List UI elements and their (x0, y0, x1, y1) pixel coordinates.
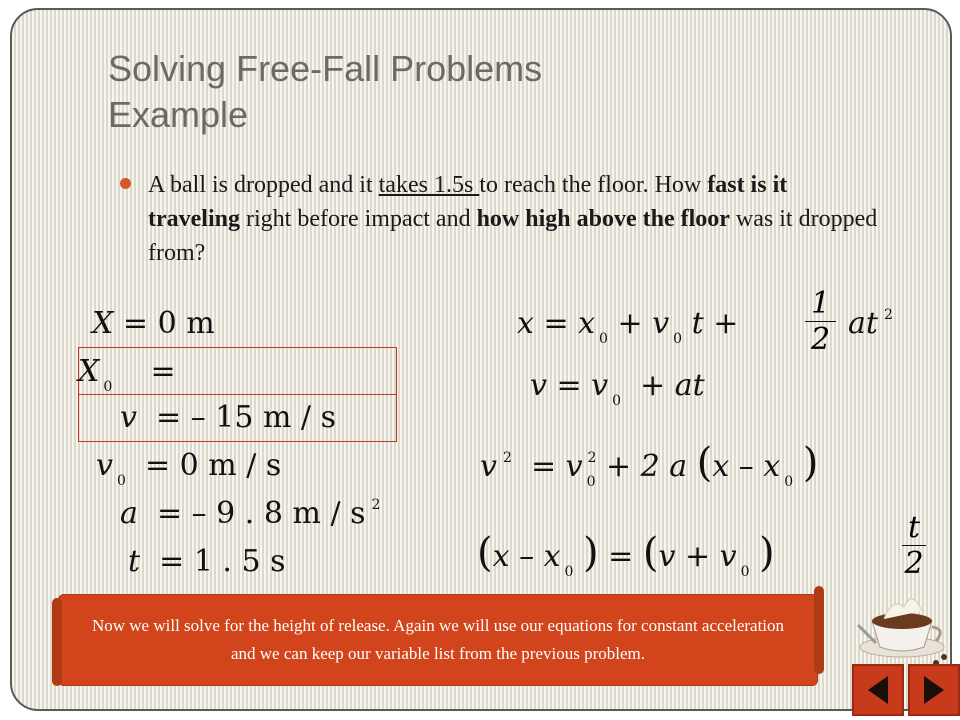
problem-text-part: A ball is dropped and it (148, 172, 379, 198)
equation-position: x = x $_0$ + v $_0$ t + (517, 306, 739, 347)
variable-x: X = 0 m (92, 306, 215, 341)
scroll-curl-right (814, 586, 824, 674)
title-line-2: Example (108, 94, 249, 135)
title-line-1: Solving Free-Fall Problems (108, 48, 543, 89)
equation-half-fraction: $\frac{1}{2}$ (805, 286, 836, 357)
problem-text (148, 168, 878, 270)
equation-t-over-2: $\frac{t}{2}$ (902, 510, 926, 581)
previous-slide-button[interactable] (852, 664, 904, 716)
explanation-scroll (58, 594, 818, 686)
explanation-text: Now we will solve for the height of release. Again we will use our equations for constant acceleration and we can keep our variable list from the previous problem. (91, 616, 785, 663)
problem-text-part: was it dropped from? (148, 206, 878, 266)
variable-x0: X $_0$ = (78, 354, 176, 395)
coffee-cup-icon (852, 585, 952, 670)
equation-displacement: (x – x $_0$ ) = (v + v $_0$ ) (477, 530, 775, 580)
next-arrow-icon (918, 674, 950, 706)
equation-at-squared: at $^2$ (848, 306, 893, 341)
variable-t: t = 1 . 5 s (128, 544, 286, 579)
problem-bold-height: how high above the floor (476, 206, 730, 232)
bullet-dot (120, 178, 131, 189)
problem-time-underlined: takes 1.5s (378, 172, 480, 198)
next-slide-button[interactable] (908, 664, 960, 716)
equation-velocity-squared: v $^2$ = v $_0^2$ + 2 a (x – x $_0$ ) (480, 440, 819, 490)
problem-text-part: to reach the floor. How (479, 172, 708, 198)
scroll-curl-left (52, 598, 62, 686)
slide-title (108, 46, 708, 138)
problem-bold-speed: fast is it traveling (148, 172, 788, 232)
variable-v: v = – 15 m / s (120, 400, 336, 435)
variable-a: a = – 9 . 8 m / s $^2$ (120, 496, 381, 531)
previous-arrow-icon (862, 674, 894, 706)
problem-text-part: right before impact and (239, 206, 477, 232)
equation-velocity: v = v $_0$ + at (530, 368, 705, 409)
variable-v0: v $_0$ = 0 m / s (96, 448, 282, 489)
